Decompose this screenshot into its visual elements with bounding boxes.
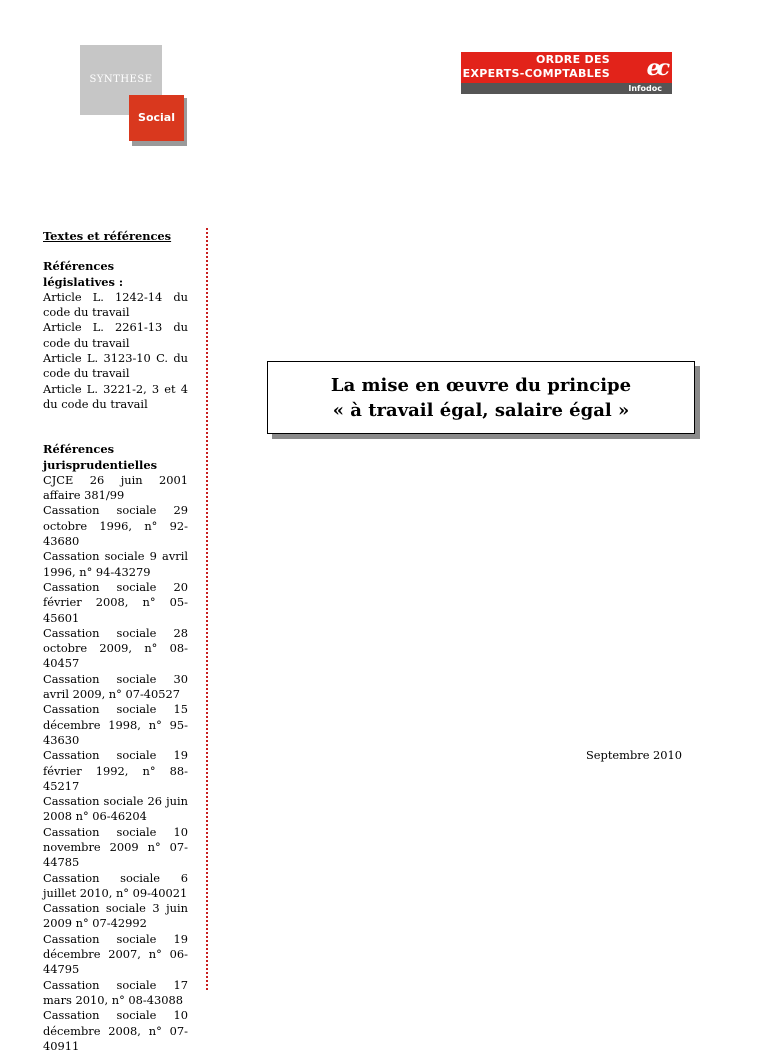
jurisprudence-item: Cassation sociale 6 juillet 2010, n° 09-40021 [43, 870, 188, 900]
legislative-item: Article L. 2261-13 du code du travail [43, 320, 188, 350]
publication-date: Septembre 2010 [586, 748, 683, 762]
logo-line1: ORDRE DES [535, 53, 610, 66]
document-title-line2: « à travail égal, salaire égal » [332, 399, 630, 421]
jurisprudence-list [43, 473, 188, 1054]
jurisprudence-item: Cassation sociale 9 avril 1996, n° 94-43279 [43, 549, 188, 579]
jurisprudence-item: Cassation sociale 19 février 1992, n° 88-45217 [43, 748, 188, 793]
logo-line2: EXPERTS-COMPTABLES [462, 67, 610, 80]
sidebar-heading: Textes et références [43, 229, 172, 243]
category-label: SYNTHESE [80, 45, 162, 115]
jurisprudence-item: Cassation sociale 20 février 2008, n° 05-45601 [43, 579, 188, 625]
document-title-line1: La mise en œuvre du principe [330, 374, 632, 396]
jurisprudence-item: Cassation sociale 10 novembre 2009 n° 07-44785 [43, 824, 188, 870]
jurisprudence-item: Cassation sociale 15 décembre 1998, n° 95-43630 [43, 702, 188, 747]
logo-red-band [461, 52, 672, 83]
section-label: Social [129, 95, 184, 141]
jurisprudence-item: Cassation sociale 3 juin 2009 n° 07-42992 [43, 901, 188, 931]
document-title-box [267, 361, 695, 434]
jurisprudence-item: CJCE 26 juin 2001 affaire 381/99 [43, 472, 188, 503]
legislative-item: Article L. 3221-2, 3 et 4 du code du travail [43, 381, 188, 411]
jurisprudence-item: Cassation sociale 26 juin 2008 n° 06-46204 [43, 794, 188, 824]
ordre-experts-comptables-logo [461, 52, 672, 94]
jurisprudence-item: Cassation sociale 30 avril 2009, n° 07-40527 [43, 671, 188, 702]
logo-tagline: Infodoc [628, 84, 662, 93]
jurisprudence-item: Cassation sociale 28 octobre 2009, n° 08-40457 [43, 625, 188, 671]
logo-monogram: ec [646, 55, 666, 81]
jurisprudence-item: Cassation sociale 19 décembre 2007, n° 06-44795 [43, 931, 188, 977]
references-sidebar [43, 229, 188, 1054]
legislative-list [43, 290, 188, 412]
legislative-item: Article L. 1242-14 du code du travail [43, 289, 188, 320]
legislative-item: Article L. 3123-10 C. du code du travail [43, 351, 188, 381]
jurisprudence-item: Cassation sociale 17 mars 2010, n° 08-43088 [43, 977, 188, 1007]
jurisprudence-heading: Références jurisprudentielles [43, 442, 158, 472]
logo-grey-band [461, 83, 672, 94]
dotted-divider [206, 228, 208, 990]
synthese-social-logo [80, 45, 190, 150]
legislative-heading: Références législatives : [43, 259, 124, 289]
jurisprudence-item: Cassation sociale 10 décembre 2008, n° 07-40911 [43, 1008, 188, 1053]
jurisprudence-item: Cassation sociale 29 octobre 1996, n° 92-43680 [43, 503, 188, 549]
